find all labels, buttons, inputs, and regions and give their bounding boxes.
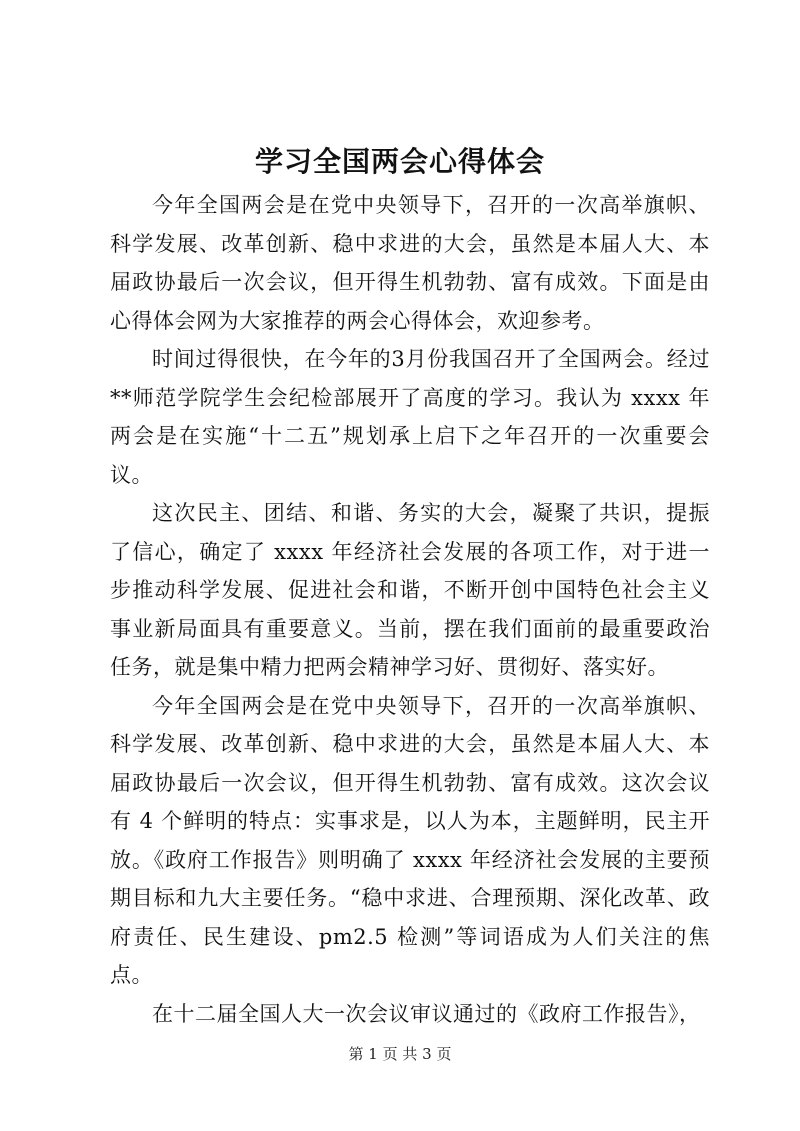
page-title: 学习全国两会心得体会: [254, 145, 545, 178]
paragraph-4: 今年全国两会是在党中央领导下，召开的一次高举旗帜、科学发展、改革创新、稳中求进的大会，虽然是本届人大、本届政协最后一次会议，但开得生机勃勃、富有成效。这次会议有 4 个鲜明的特点：实事求是，以人为本，主题鲜明，民主开放。《政府工作报告》则明确了 xxxx 年经济社会发展的主要预期目标和九大主要任务。“稳中求进、合理预期、深化改革、政府责任、民生建设、pm2.5 检测”等词语成为人们关注的焦点。: [110, 693, 710, 987]
paragraph-1: 今年全国两会是在党中央领导下，召开的一次高举旗帜、科学发展、改革创新、稳中求进的大会，虽然是本届人大、本届政协最后一次会议，但开得生机勃勃、富有成效。下面是由心得体会网为大家推荐的两会心得体会，欢迎参考。: [110, 193, 710, 333]
paragraph-5: 在十二届全国人大一次会议审议通过的《政府工作报告》，: [152, 1001, 701, 1026]
paragraph-2: 时间过得很快，在今年的3月份我国召开了全国两会。经过**师范学院学生会纪检部展开了高度的学习。我认为 xxxx 年两会是在实施“十二五”规划承上启下之年召开的一次重要会议。: [110, 347, 710, 487]
paragraph-3: 这次民主、团结、和谐、务实的大会，凝聚了共识，提振了信心，确定了 xxxx 年经济社会发展的各项工作，对于进一步推动科学发展、促进社会和谐，不断开创中国特色社会主义事业新局面具有重要意义。当前，摆在我们面前的最重要政治任务，就是集中精力把两会精神学习好、贯彻好、落实好。: [110, 501, 710, 679]
page-footer: 第 1 页 共 3 页: [348, 1045, 452, 1063]
document-body: [110, 186, 710, 1033]
